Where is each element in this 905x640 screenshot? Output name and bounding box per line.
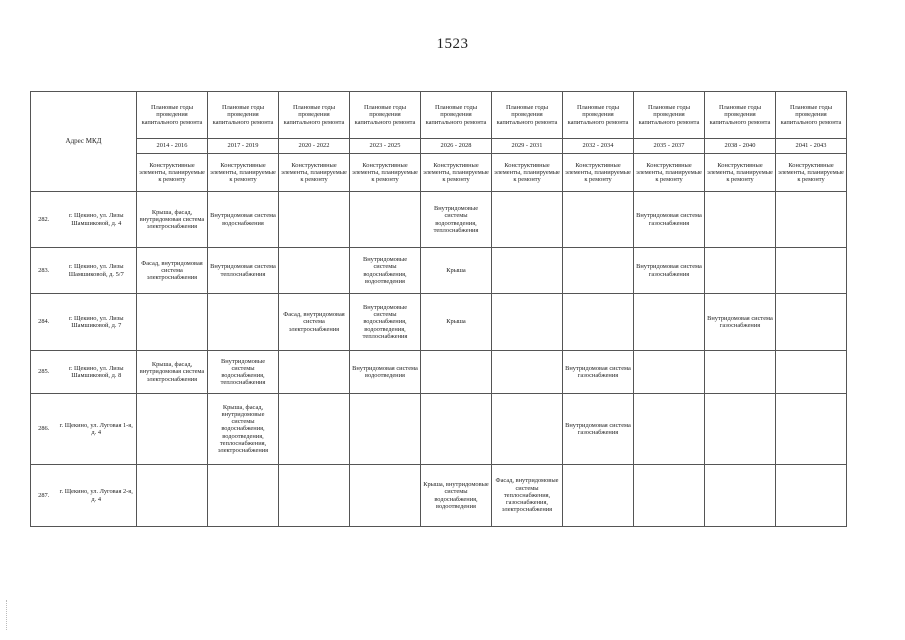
row-cell bbox=[492, 394, 563, 465]
row-cell: Крыша, внутридомовые системы водоснабжения, водоотведения bbox=[421, 465, 492, 527]
period-year-cell: 2017 - 2019 bbox=[208, 139, 279, 154]
table-row bbox=[31, 394, 847, 465]
period-title-cell: Плановые годы проведения капитального ремонта bbox=[279, 92, 350, 139]
row-cell bbox=[776, 351, 847, 394]
row-cell bbox=[776, 192, 847, 248]
row-cell: Внутридомовая система водоснабжения bbox=[208, 192, 279, 248]
row-cell bbox=[208, 294, 279, 351]
row-cell: Фасад, внутридомовая система электроснабжения bbox=[137, 248, 208, 294]
row-cell bbox=[492, 294, 563, 351]
table-row bbox=[31, 351, 847, 394]
table-row bbox=[31, 192, 847, 248]
row-cell bbox=[208, 465, 279, 527]
row-cell: Внутридомовая система газоснабжения bbox=[634, 248, 705, 294]
element-title-cell: Конструктивные элементы, планируемые к ремонту bbox=[492, 154, 563, 192]
row-cell: Крыша bbox=[421, 294, 492, 351]
row-cell: Внутридомовая система теплоснабжения bbox=[208, 248, 279, 294]
row-cell bbox=[634, 351, 705, 394]
row-cell bbox=[279, 192, 350, 248]
period-year-cell: 2032 - 2034 bbox=[563, 139, 634, 154]
row-cell bbox=[705, 248, 776, 294]
row-cell bbox=[634, 465, 705, 527]
row-cell bbox=[563, 248, 634, 294]
row-cell bbox=[776, 465, 847, 527]
row-number: 284. bbox=[31, 294, 57, 351]
row-number: 285. bbox=[31, 351, 57, 394]
row-cell bbox=[776, 394, 847, 465]
period-title-cell: Плановые годы проведения капитального ремонта bbox=[421, 92, 492, 139]
repair-schedule-table bbox=[30, 91, 847, 527]
row-address: г. Щекино, ул. Луговая 1-я, д. 4 bbox=[57, 394, 137, 465]
row-cell bbox=[137, 394, 208, 465]
period-title-cell: Плановые годы проведения капитального ремонта bbox=[208, 92, 279, 139]
period-year-cell: 2041 - 2043 bbox=[776, 139, 847, 154]
period-title-cell: Плановые годы проведения капитального ремонта bbox=[634, 92, 705, 139]
row-cell bbox=[279, 394, 350, 465]
period-year-cell: 2038 - 2040 bbox=[705, 139, 776, 154]
element-title-cell: Конструктивные элементы, планируемые к ремонту bbox=[350, 154, 421, 192]
table-row bbox=[31, 294, 847, 351]
row-cell: Внутридомовые системы водоснабжения, теплоснабжения bbox=[208, 351, 279, 394]
row-cell bbox=[279, 351, 350, 394]
element-title-cell: Конструктивные элементы, планируемые к ремонту bbox=[137, 154, 208, 192]
row-cell: Внутридомовая система газоснабжения bbox=[634, 192, 705, 248]
table-row bbox=[31, 248, 847, 294]
row-cell bbox=[421, 394, 492, 465]
row-number: 283. bbox=[31, 248, 57, 294]
element-title-cell: Конструктивные элементы, планируемые к ремонту bbox=[421, 154, 492, 192]
page-number: 1523 bbox=[436, 36, 469, 52]
period-year-cell: 2014 - 2016 bbox=[137, 139, 208, 154]
row-cell bbox=[279, 248, 350, 294]
period-year-cell: 2029 - 2031 bbox=[492, 139, 563, 154]
row-cell bbox=[350, 192, 421, 248]
period-title-cell: Плановые годы проведения капитального ремонта bbox=[350, 92, 421, 139]
row-address: г. Щекино, ул. Лизы Шамшиковой, д. 5/7 bbox=[57, 248, 137, 294]
row-cell bbox=[776, 248, 847, 294]
period-year-cell: 2020 - 2022 bbox=[279, 139, 350, 154]
period-title-cell: Плановые годы проведения капитального ремонта bbox=[705, 92, 776, 139]
element-title-cell: Конструктивные элементы, планируемые к ремонту bbox=[634, 154, 705, 192]
row-cell bbox=[776, 294, 847, 351]
address-header: Адрес МКД bbox=[31, 92, 137, 192]
element-title-cell: Конструктивные элементы, планируемые к ремонту bbox=[279, 154, 350, 192]
row-cell: Внутридомовая система газоснабжения bbox=[563, 351, 634, 394]
row-cell bbox=[705, 465, 776, 527]
row-cell bbox=[492, 351, 563, 394]
row-cell: Внутридомовая система газоснабжения bbox=[705, 294, 776, 351]
row-cell bbox=[492, 192, 563, 248]
row-cell: Фасад, внутридомовая система электроснабжения bbox=[279, 294, 350, 351]
row-cell bbox=[705, 192, 776, 248]
row-cell bbox=[421, 351, 492, 394]
row-cell: Внутридомовые системы водоотведения, теплоснабжения bbox=[421, 192, 492, 248]
row-cell bbox=[563, 294, 634, 351]
period-title-cell: Плановые годы проведения капитального ремонта bbox=[776, 92, 847, 139]
row-cell bbox=[137, 465, 208, 527]
row-cell: Крыша bbox=[421, 248, 492, 294]
row-cell bbox=[350, 465, 421, 527]
row-cell: Внутридомовая система газоснабжения bbox=[563, 394, 634, 465]
row-cell bbox=[350, 394, 421, 465]
row-cell: Крыша, фасад, внутридомовая система электроснабжения bbox=[137, 192, 208, 248]
scan-mark bbox=[6, 600, 9, 630]
period-year-cell: 2035 - 2037 bbox=[634, 139, 705, 154]
row-number: 286. bbox=[31, 394, 57, 465]
row-cell bbox=[705, 351, 776, 394]
row-cell: Внутридомовые системы водоснабжения, водоотведения, теплоснабжения bbox=[350, 294, 421, 351]
row-cell bbox=[563, 192, 634, 248]
row-number: 287. bbox=[31, 465, 57, 527]
period-title-cell: Плановые годы проведения капитального ремонта bbox=[563, 92, 634, 139]
table-row bbox=[31, 465, 847, 527]
period-title-cell: Плановые годы проведения капитального ремонта bbox=[492, 92, 563, 139]
row-cell bbox=[492, 248, 563, 294]
row-cell bbox=[705, 394, 776, 465]
row-address: г. Щекино, ул. Луговая 2-я, д. 4 bbox=[57, 465, 137, 527]
row-cell: Внутридомовые системы водоснабжения, водоотведения bbox=[350, 248, 421, 294]
row-cell: Внутридомовая система водоотведения bbox=[350, 351, 421, 394]
row-address: г. Щекино, ул. Лизы Шамшиковой, д. 8 bbox=[57, 351, 137, 394]
row-number: 282. bbox=[31, 192, 57, 248]
row-cell: Крыша, фасад, внутридомовые системы водоснабжения, водоотведения, теплоснабжения, электроснабжения bbox=[208, 394, 279, 465]
row-cell: Фасад, внутридомовые системы теплоснабжения, газоснабжения, электроснабжения bbox=[492, 465, 563, 527]
element-title-cell: Конструктивные элементы, планируемые к ремонту bbox=[776, 154, 847, 192]
period-title-cell: Плановые годы проведения капитального ремонта bbox=[137, 92, 208, 139]
row-cell bbox=[634, 294, 705, 351]
element-title-cell: Конструктивные элементы, планируемые к ремонту bbox=[563, 154, 634, 192]
row-address: г. Щекино, ул. Лизы Шамшиковой, д. 7 bbox=[57, 294, 137, 351]
period-year-cell: 2023 - 2025 bbox=[350, 139, 421, 154]
row-cell bbox=[137, 294, 208, 351]
row-address: г. Щекино, ул. Лизы Шамшиковой, д. 4 bbox=[57, 192, 137, 248]
period-year-cell: 2026 - 2028 bbox=[421, 139, 492, 154]
element-title-cell: Конструктивные элементы, планируемые к ремонту bbox=[705, 154, 776, 192]
row-cell bbox=[634, 394, 705, 465]
element-title-cell: Конструктивные элементы, планируемые к ремонту bbox=[208, 154, 279, 192]
row-cell bbox=[279, 465, 350, 527]
row-cell bbox=[563, 465, 634, 527]
row-cell: Крыша, фасад, внутридомовая система электроснабжения bbox=[137, 351, 208, 394]
